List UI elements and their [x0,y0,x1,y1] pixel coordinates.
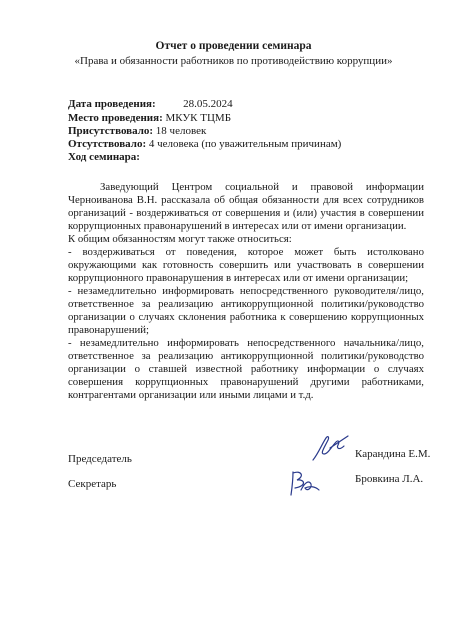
body-line: - незамедлительно информировать непосредственного руководителя/лицо, [68,285,424,297]
progress-row [68,151,140,163]
place-value: МКУК ТЦМБ [165,112,232,124]
date-label: Дата проведения: [68,98,156,110]
body-line: ответственное за реализацию антикоррупционной политики/руководство [68,298,424,310]
absent-row [68,138,341,150]
body-line: К общим обязанностям могут также относиться: [68,233,292,245]
document-subtitle: «Права и обязанности работников по противодействию коррупции» [74,55,393,67]
body-line: ответственное за реализацию антикоррупционной политики/руководство [68,350,424,362]
progress-label: Ход семинара: [68,151,140,163]
body-line: контрагентами организации или иными лицами и т.д. [68,389,314,401]
body-line: коррупционных правонарушений в интересах или от имени организации. [68,220,407,232]
secretary-name: Бровкина Л.А. [355,473,424,485]
place-row [68,112,231,124]
present-value: 18 человек [155,125,207,137]
chair-label: Председатель [68,453,132,465]
date-value: 28.05.2024 [183,98,233,110]
present-row [68,125,206,137]
body-line: - незамедлительно информировать непосредственного начальника/лицо, [68,337,424,349]
absent-label: Отсутствовало: [68,138,147,150]
place-label: Место проведения: [68,112,163,124]
body-line: - воздерживаться от поведения, которое может быть истолковано [68,246,424,258]
date-row [68,98,233,110]
body-line: Черноиванова В.Н. рассказала об общая обязанности для всех сотрудников [68,194,424,206]
body-line: окружающими как готовность совершить или участвовать в совершении [68,259,424,271]
body-line: Заведующий Центром социальной и правовой информации [100,181,424,193]
body-line: организаций - воздерживаться от совершения и (или) участия в совершении [68,207,424,219]
absent-value: 4 человека (по уважительным причинам) [148,138,342,150]
document-title: Отчет о проведении семинара [155,40,312,52]
secretary-label: Секретарь [68,478,117,490]
chair-name: Карандина Е.М. [355,448,431,460]
body-line: коррупционного правонарушения в интересах или от имени организации; [68,272,409,284]
present-label: Присутствовало: [68,125,154,137]
secretary-signature [287,468,323,498]
body-line: организации о ставшей известной работнику информации о случаях [68,363,424,375]
body-line: организации о случаях склонения работника к совершению коррупционных [68,311,424,323]
chair-signature [310,432,352,466]
body-line: правонарушений; [68,324,150,336]
body-line: совершения коррупционных правонарушений другими работниками, [68,376,424,388]
